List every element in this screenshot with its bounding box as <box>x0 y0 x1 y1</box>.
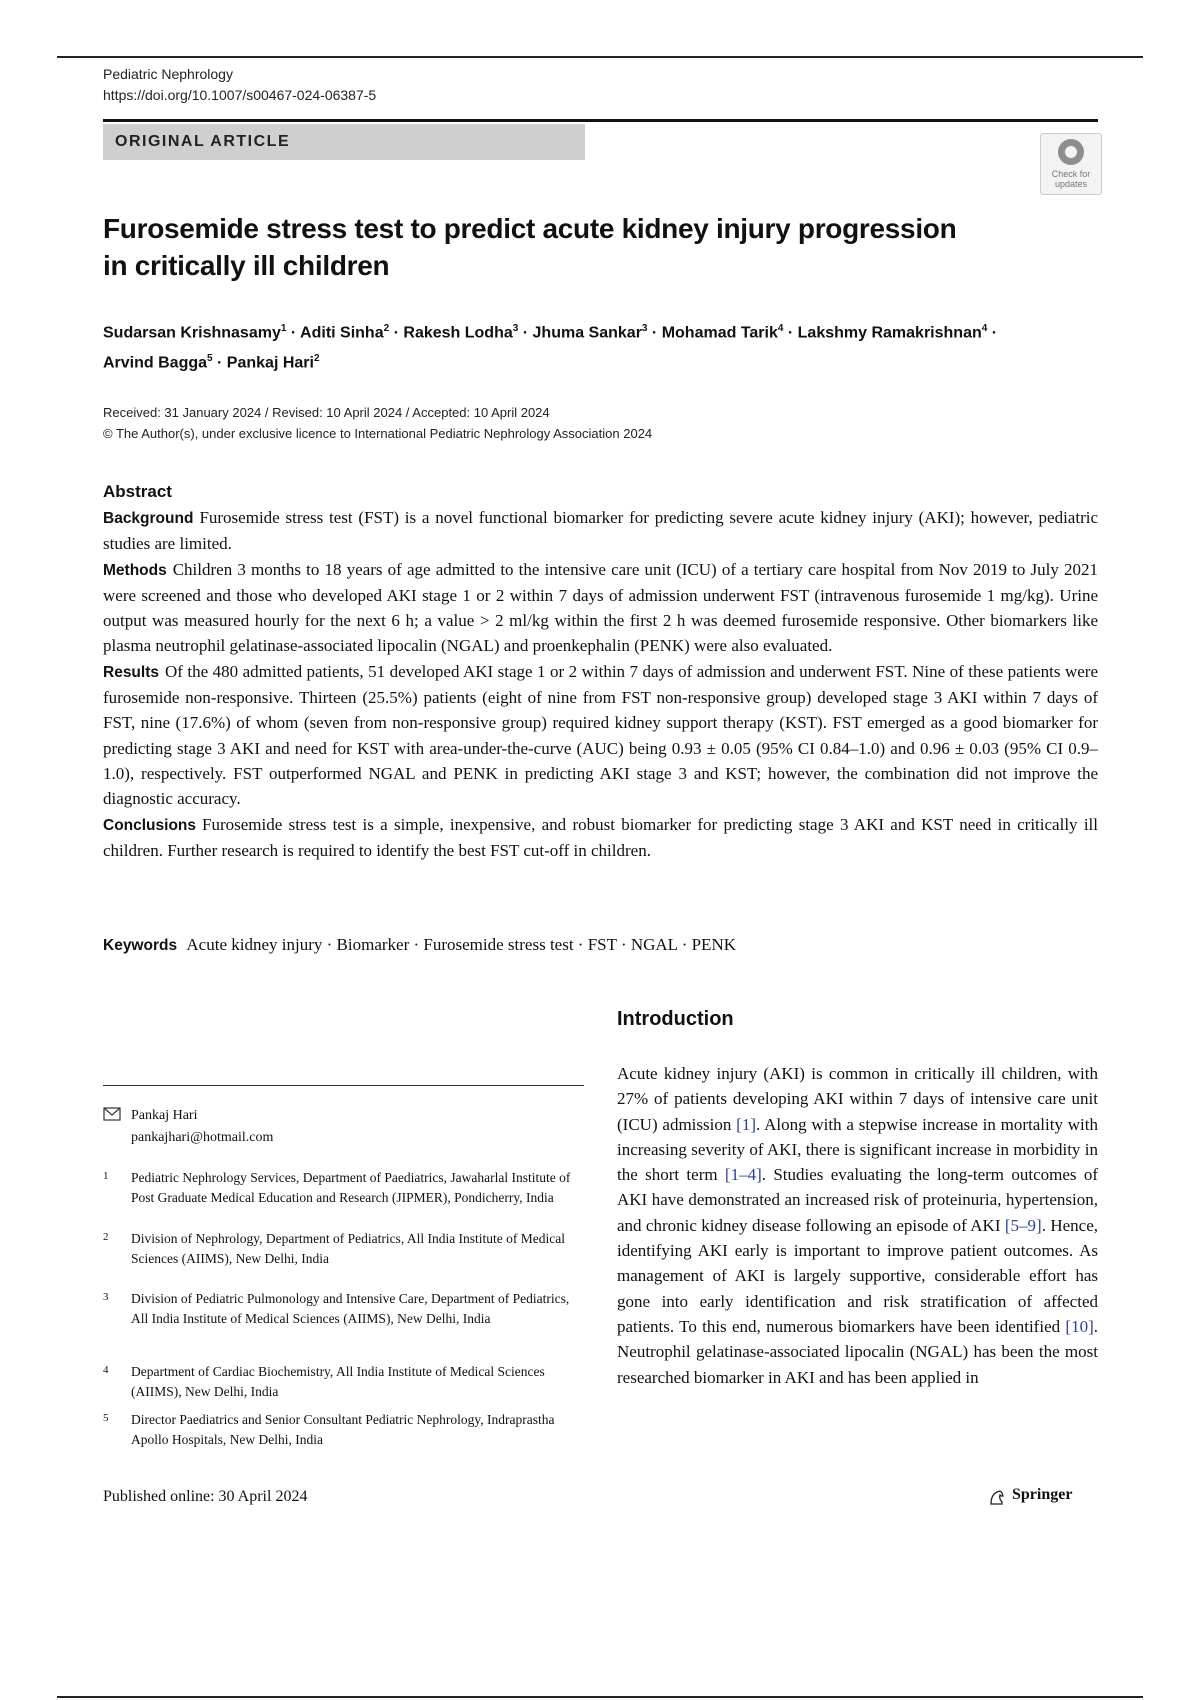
abstract-background <box>103 505 1098 557</box>
journal-name: Pediatric Nephrology <box>103 66 233 82</box>
author-name[interactable]: Rakesh Lodha <box>403 324 513 342</box>
author-name[interactable]: Arvind Bagga <box>103 354 208 372</box>
author-affiliation-number: 5 <box>207 353 213 365</box>
author-name[interactable]: Mohamad Tarik <box>661 324 778 342</box>
intro-text-4: . Hence, identifying AKI early is important to improve patient outcomes. As management of AKI is largely supportive, considerable effort has gone into early identification and risk stratification of affected patients. To this end, numerous biomarkers have been identified <box>617 1215 1099 1336</box>
author-affiliation-number: 4 <box>981 323 988 334</box>
bottom-rule <box>57 1696 1143 1698</box>
author-affiliation-number: 1 <box>280 323 287 334</box>
author-name[interactable]: Lakshmy Ramakrishnan <box>797 324 982 342</box>
affiliation-number: 1 <box>103 1170 109 1182</box>
background-label: Background <box>103 510 194 527</box>
author-affiliation-number: 4 <box>777 323 784 334</box>
abstract-results <box>103 659 1098 812</box>
affiliation-number: 2 <box>103 1231 109 1243</box>
author-list <box>103 316 1103 377</box>
corresponding-author-email[interactable]: pankajhari@hotmail.com <box>131 1130 274 1145</box>
author-affiliation-number: 2 <box>383 323 390 334</box>
affiliation-text: Division of Nephrology, Department of Pediatrics, All India Institute of Medical Sciences (AIIMS), New Delhi, India <box>131 1231 566 1266</box>
keywords-text: Acute kidney injury · Biomarker · Furosemide stress test · FST · NGAL · PENK <box>186 935 736 954</box>
publisher-name: Springer <box>1012 1486 1073 1503</box>
author-affiliation-number: 2 <box>313 353 320 365</box>
conclusions-label: Conclusions <box>103 816 197 834</box>
affiliation-text: Department of Cardiac Biochemistry, All India Institute of Medical Sciences (AIIMS), New Delhi, India <box>131 1364 545 1399</box>
crossmark-icon <box>1058 139 1084 165</box>
footnote-rule <box>103 1085 584 1086</box>
author-separator: · <box>647 324 662 342</box>
keywords-line <box>103 935 1098 955</box>
background-text: Furosemide stress test (FST) is a novel functional biomarker for predicting severe acute kidney injury (AKI); however, pediatric studies are limited. <box>103 508 1098 554</box>
affiliation-number: 4 <box>103 1364 109 1376</box>
citation-link[interactable]: [5–9] <box>1004 1215 1042 1235</box>
abstract-conclusions <box>103 812 1098 864</box>
author-separator: · <box>783 324 798 342</box>
introduction-body <box>617 1061 1098 1390</box>
methods-text: Children 3 months to 18 years of age admitted to the intensive care unit (ICU) of a tertiary care hospital from Nov 2019 to July 2021 were screened and those who developed AKI stage 1 or 2 within 7 days of admission underwent FST (intravenous furosemide 1 mg/kg). Urine output was measured hourly for the next 6 h; a value > 2 ml/kg within the first 2 h was deemed furosemide responsive. Other biomarkers like plasma neutrophil gelatinase-associated lipocalin (NGAL) and proenkephalin (PENK) were also evaluated. <box>103 559 1098 656</box>
corresponding-author-name: Pankaj Hari <box>131 1108 198 1123</box>
copyright-line: © The Author(s), under exclusive licence to International Pediatric Nephrology Association 2024 <box>103 426 653 441</box>
intro-text-1: Acute kidney injury (AKI) is common in critically ill children, with 27% of patients developing AKI within 7 days of intensive care unit (ICU) admission <box>617 1064 1098 1134</box>
author-name[interactable]: Aditi Sinha <box>300 324 384 342</box>
affiliation-number: 5 <box>103 1412 109 1424</box>
intro-text-3: . Studies evaluating the long-term outcomes of AKI have demonstrated an increased risk of proteinuria, hypertension, and chronic kidney disease following an episode of AKI <box>617 1165 1098 1235</box>
citation-link[interactable]: [1–4] <box>724 1165 762 1185</box>
publisher-logo <box>1012 1486 1072 1504</box>
author-affiliation-number: 3 <box>641 323 648 334</box>
envelope-icon <box>103 1107 121 1121</box>
intro-text-2: . Along with a stepwise increase in mortality with increasing severity of AKI, there is significant increase in morbidity in the short term <box>617 1114 1098 1185</box>
article-type-badge: ORIGINAL ARTICLE <box>103 124 585 160</box>
article-title <box>103 210 1003 284</box>
doi-link[interactable]: https://doi.org/10.1007/s00467-024-06387-5 <box>103 87 377 103</box>
header-rule <box>103 119 1098 122</box>
introduction-heading: Introduction <box>617 1008 734 1030</box>
results-text: Of the 480 admitted patients, 51 developed AKI stage 1 or 2 within 7 days of admission and underwent FST. Nine of these patients were furosemide non-responsive. Thirteen (25.5%) patients (eight of nine from FST non-responsive group) developed stage 3 AKI within 7 days of FST, nine (17.6%) of whom (seven from non-responsive group) required kidney support therapy (KST). FST emerged as a good biomarker for predicting stage 3 AKI and need for KST with area-under-the-curve (AUC) being 0.93 ± 0.05 (95% CI 0.84–1.0) and 0.96 ± 0.03 (95% CI 0.9–1.0), respectively. FST outperformed NGAL and PENK in predicting AKI stage 3 and KST; however, the combination did not improve the diagnostic accuracy. <box>103 661 1098 809</box>
springer-horse-icon <box>988 1488 1006 1506</box>
author-name[interactable]: Jhuma Sankar <box>532 324 642 342</box>
abstract-methods <box>103 557 1098 659</box>
results-label: Results <box>103 663 159 681</box>
top-rule <box>57 56 1143 58</box>
affiliation-text: Director Paediatrics and Senior Consultant Pediatric Nephrology, Indraprastha Apollo Hospitals, New Delhi, India <box>131 1412 555 1447</box>
author-separator: · <box>987 324 998 342</box>
title-line-1: Furosemide stress test to predict acute kidney injury progression <box>103 213 957 244</box>
citation-link[interactable]: [1] <box>736 1114 756 1134</box>
methods-label: Methods <box>103 561 167 579</box>
author-name[interactable]: Pankaj Hari <box>226 354 314 372</box>
keywords-label: Keywords <box>103 937 178 954</box>
abstract-heading: Abstract <box>103 482 172 501</box>
intro-text-5: . Neutrophil gelatinase-associated lipocalin (NGAL) has been the most researched biomarker in AKI and has been applied in <box>617 1316 1098 1387</box>
author-separator: · <box>212 354 227 372</box>
affiliation-number: 3 <box>103 1291 109 1303</box>
abstract-section <box>103 482 1098 863</box>
conclusions-text: Furosemide stress test is a simple, inexpensive, and robust biomarker for predicting stage 3 AKI and KST need in critically ill children. Further research is required to identify the best FST cut-off in children. <box>103 814 1098 860</box>
published-date: Published online: 30 April 2024 <box>103 1488 308 1505</box>
affiliation-text: Division of Pediatric Pulmonology and Intensive Care, Department of Pediatrics, All India Institute of Medical Sciences (AIIMS), New Delhi, India <box>131 1291 570 1326</box>
author-separator: · <box>286 324 301 342</box>
article-dates: Received: 31 January 2024 / Revised: 10 April 2024 / Accepted: 10 April 2024 <box>103 405 550 420</box>
crossmark-label: Check for updates <box>1051 169 1091 189</box>
author-separator: · <box>518 324 533 342</box>
affiliation-text: Pediatric Nephrology Services, Department of Paediatrics, Jawaharlal Institute of Post Graduate Medical Education and Research (JIPMER), Pondicherry, India <box>131 1170 571 1205</box>
check-for-updates-button[interactable] <box>1040 133 1102 195</box>
citation-link[interactable]: [10] <box>1065 1316 1094 1336</box>
author-name[interactable]: Sudarsan Krishnasamy <box>103 324 281 342</box>
title-line-2: in critically ill children <box>103 250 390 281</box>
author-affiliation-number: 3 <box>512 323 519 334</box>
author-separator: · <box>389 324 404 342</box>
